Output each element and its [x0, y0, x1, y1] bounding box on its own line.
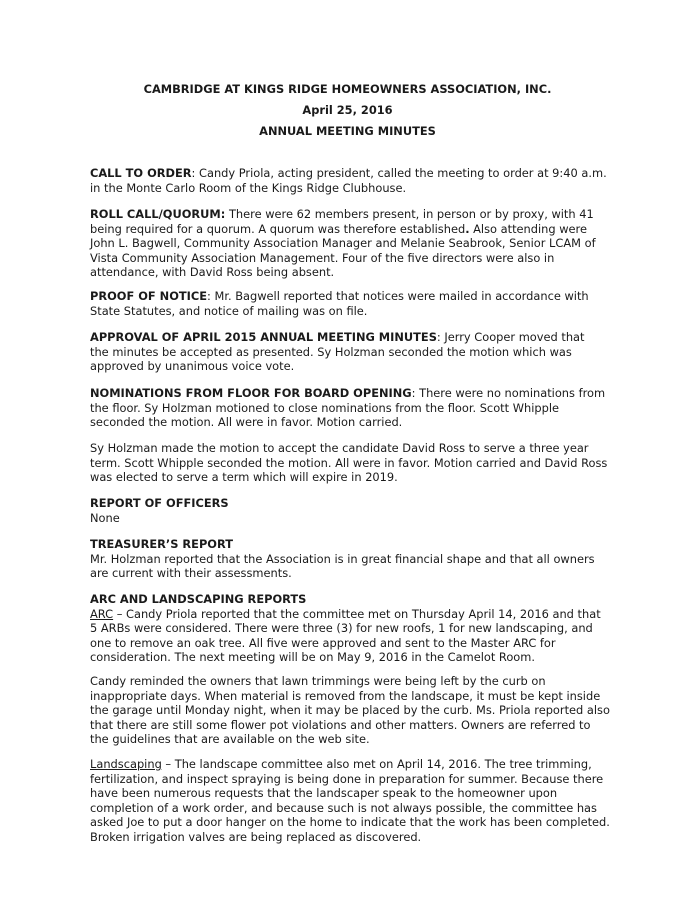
roll-call-line: John L. Bagwell, Community Association Manager and Melanie Seabrook, Senior LCAM of — [90, 236, 596, 251]
proof-of-notice-section — [90, 289, 630, 318]
approval-section — [90, 330, 630, 374]
arc-line: consideration. The next meeting will be on May 9, 2016 in the Camelot Room. — [90, 650, 535, 665]
landscaping-label: Landscaping — [90, 757, 162, 771]
roll-call-line: attendance, with David Ross being absent. — [90, 265, 335, 280]
proof-of-notice-text: : Mr. Bagwell reported that notices were mailed in accordance with — [207, 289, 589, 303]
nominations-line: term. Scott Whipple seconded the motion. All were in favor. Motion carried and David Ross — [90, 455, 608, 470]
officers-text: None — [90, 510, 120, 525]
treasurer-section — [90, 537, 630, 581]
approval-line: approved by unanimous voice vote. — [90, 359, 295, 374]
document-title: ANNUAL MEETING MINUTES — [259, 124, 436, 138]
treasurer-line: are current with their assessments. — [90, 566, 292, 581]
nominations-line: seconded the motion. All were in favor. Motion carried. — [90, 415, 403, 430]
roll-call-heading: ROLL CALL/QUORUM: — [90, 207, 226, 221]
nominations-paragraph-2 — [90, 441, 630, 485]
roll-call-text: There were 62 members present, in person or by proxy, with 41 — [225, 207, 594, 221]
landscaping-line: Broken irrigation valves are being replaced as discovered. — [90, 829, 422, 844]
arc-paragraph-2 — [90, 674, 630, 747]
nominations-line: was elected to serve a term which will expire in 2019. — [90, 470, 398, 485]
proof-of-notice-heading: PROOF OF NOTICE — [90, 289, 208, 303]
call-to-order-heading: CALL TO ORDER — [90, 166, 192, 180]
arc-line: Candy reminded the owners that lawn trimmings were being left by the curb on — [90, 674, 546, 688]
call-to-order-line: in the Monte Carlo Room of the Kings Ridge Clubhouse. — [90, 180, 407, 195]
nominations-heading: NOMINATIONS FROM FLOOR FOR BOARD OPENING — [90, 386, 412, 400]
roll-call-period: . — [465, 221, 470, 236]
arc-text: – Candy Priola reported that the committee met on Thursday April 14, 2016 and that — [113, 606, 601, 621]
arc-label: ARC — [90, 606, 114, 621]
arc-line: the guidelines that are available on the web site. — [90, 732, 370, 747]
nominations-section — [90, 386, 630, 430]
officers-heading: REPORT OF OFFICERS — [90, 496, 229, 510]
arc-heading: ARC AND LANDSCAPING REPORTS — [90, 592, 307, 606]
approval-line: the minutes be accepted as presented. Sy Holzman seconded the motion which was — [90, 344, 572, 359]
arc-line: one to remove an oak tree. All five were approved and sent to the Master ARC for — [90, 635, 556, 650]
org-title: CAMBRIDGE AT KINGS RIDGE HOMEOWNERS ASSOCIATION, INC. — [143, 82, 552, 96]
treasurer-line: Mr. Holzman reported that the Association is in great financial shape and that all owners — [90, 551, 595, 566]
approval-heading: APPROVAL OF APRIL 2015 ANNUAL MEETING MINUTES — [90, 330, 437, 344]
landscaping-section — [90, 757, 630, 845]
roll-call-text: being required for a quorum. A quorum was therefore established — [90, 221, 466, 236]
arc-line: that there are still some flower pot violations and other matters. Owners are referred to — [90, 717, 591, 732]
roll-call-section — [90, 207, 630, 280]
officers-section — [90, 496, 630, 525]
call-to-order-section — [90, 166, 630, 195]
arc-section — [90, 592, 630, 665]
nominations-text: : There were no nominations from — [411, 386, 606, 400]
arc-line: 5 ARBs were considered. There were three (3) for new roofs, 1 for new landscaping, and — [90, 621, 593, 636]
nominations-line: the floor. Sy Holzman motioned to close nominations from the floor. Scott Whipple — [90, 400, 559, 415]
proof-of-notice-line: State Statutes, and notice of mailing was on file. — [90, 303, 368, 318]
landscaping-line: asked Joe to put a door hanger on the home to indicate that the work has been completed. — [90, 815, 610, 830]
landscaping-line: have been numerous requests that the landscaper speak to the homeowner upon — [90, 786, 558, 801]
roll-call-line: Vista Community Association Management. Four of the five directors were also in — [90, 250, 555, 265]
arc-line: the garage until Monday night, when it may be placed by the curb. Ms. Priola reported also — [90, 703, 610, 718]
treasurer-heading: TREASURER’S REPORT — [90, 537, 234, 551]
approval-text: : Jerry Cooper moved that — [436, 330, 585, 344]
arc-line: inappropriate days. When material is removed from the landscape, it must be kept inside — [90, 688, 601, 703]
roll-call-text: Also attending were — [469, 221, 587, 236]
landscaping-line: completion of a work order, and because such is not always possible, the committee has — [90, 800, 597, 815]
landscaping-line: fertilization, and inspect spraying is being done in preparation for summer. Because there — [90, 771, 604, 786]
meeting-date: April 25, 2016 — [302, 103, 393, 117]
landscaping-text: – The landscape committee also met on April 14, 2016. The tree trimming, — [161, 757, 592, 771]
call-to-order-text: : Candy Priola, acting president, called the meeting to order at 9:40 a.m. — [191, 166, 607, 180]
nominations-line: Sy Holzman made the motion to accept the candidate David Ross to serve a three year — [90, 441, 589, 455]
